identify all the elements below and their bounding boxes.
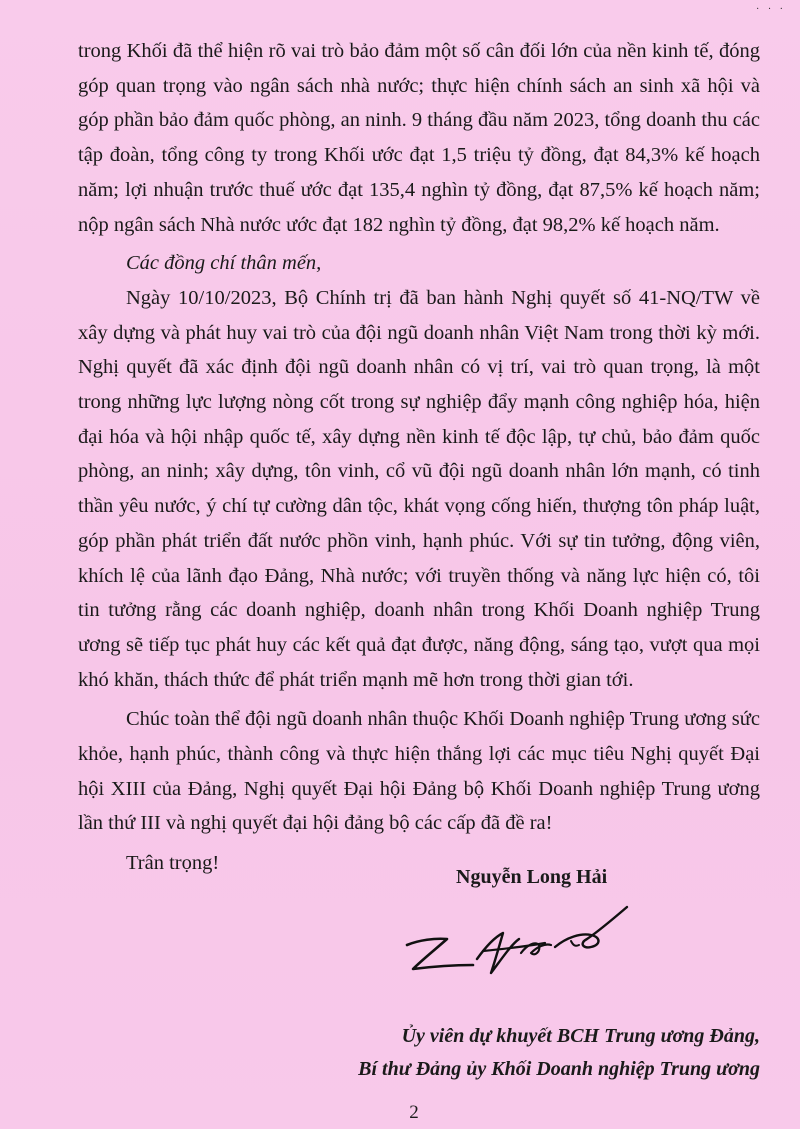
page-number: 2 <box>409 1102 419 1123</box>
handwritten-signature <box>395 893 645 993</box>
signer-title-line-2: Bí thư Đảng ủy Khối Doanh nghiệp Trung ương <box>358 1058 760 1080</box>
paragraph-resolution: Ngày 10/10/2023, Bộ Chính trị đã ban hành Nghị quyết số 41-NQ/TW về xây dựng và phát huy vai trò của đội ngũ doanh nhân Việt Nam trong thời kỳ mới. Nghị quyết đã xác định đội ngũ doanh nhân có vị trí, vai trò quan trọng, là một trong những lực lượng nòng cốt trong sự nghiệp đẩy mạnh công nghiệp hóa, hiện đại hóa và hội nhập quốc tế, xây dựng nền kinh tế độc lập, tự chủ, bảo đảm quốc phòng, an ninh; xây dựng, tôn vinh, cổ vũ đội ngũ doanh nhân lớn mạnh, có tinh thần yêu nước, ý chí tự cường dân tộc, khát vọng cống hiến, thượng tôn pháp luật, góp phần phát triển đất nước phồn vinh, hạnh phúc. Với sự tin tưởng, động viên, khích lệ của lãnh đạo Đảng, Nhà nước; với truyền thống và năng lực hiện có, tôi tin tưởng rằng các doanh nghiệp, doanh nhân trong Khối Doanh nghiệp Trung ương sẽ tiếp tục phát huy các kết quả đạt được, năng động, sáng tạo, vượt qua mọi khó khăn, thách thức để phát triển mạnh mẽ hơn trong thời gian tới. <box>78 286 760 691</box>
closing-line: Trân trọng! <box>126 852 220 875</box>
salutation: Các đồng chí thân mến, <box>126 252 322 275</box>
signer-title-line-1: Ủy viên dự khuyết BCH Trung ương Đảng, <box>401 1025 760 1047</box>
paragraph-wishes: Chúc toàn thể đội ngũ doanh nhân thuộc Khối Doanh nghiệp Trung ương sức khỏe, hạnh phúc, thành công và thực hiện thắng lợi các mục tiêu Nghị quyết Đại hội XIII của Đảng, Nghị quyết Đại hội Đảng bộ Khối Doanh nghiệp Trung ương lần thứ III và nghị quyết đại hội đảng bộ các cấp đã đề ra! <box>78 708 760 835</box>
signer-name: Nguyễn Long Hải <box>456 866 608 888</box>
signer-title <box>358 1020 760 1086</box>
corner-mark: · · · <box>756 4 786 15</box>
paragraph-achievements: trong Khối đã thể hiện rõ vai trò bảo đảm một số cân đối lớn của nền kinh tế, đóng góp quan trọng vào ngân sách nhà nước; thực hiện chính sách an sinh xã hội và góp phần bảo đảm quốc phòng, an ninh. 9 tháng đầu năm 2023, tổng doanh thu các tập đoàn, tổng công ty trong Khối ước đạt 1,5 triệu tỷ đồng, đạt 84,3% kế hoạch năm; lợi nhuận trước thuế ước đạt 135,4 nghìn tỷ đồng, đạt 87,5% kế hoạch năm; nộp ngân sách Nhà nước ước đạt 182 nghìn tỷ đồng, đạt 98,2% kế hoạch năm. <box>78 40 760 236</box>
letter-body <box>78 34 760 881</box>
